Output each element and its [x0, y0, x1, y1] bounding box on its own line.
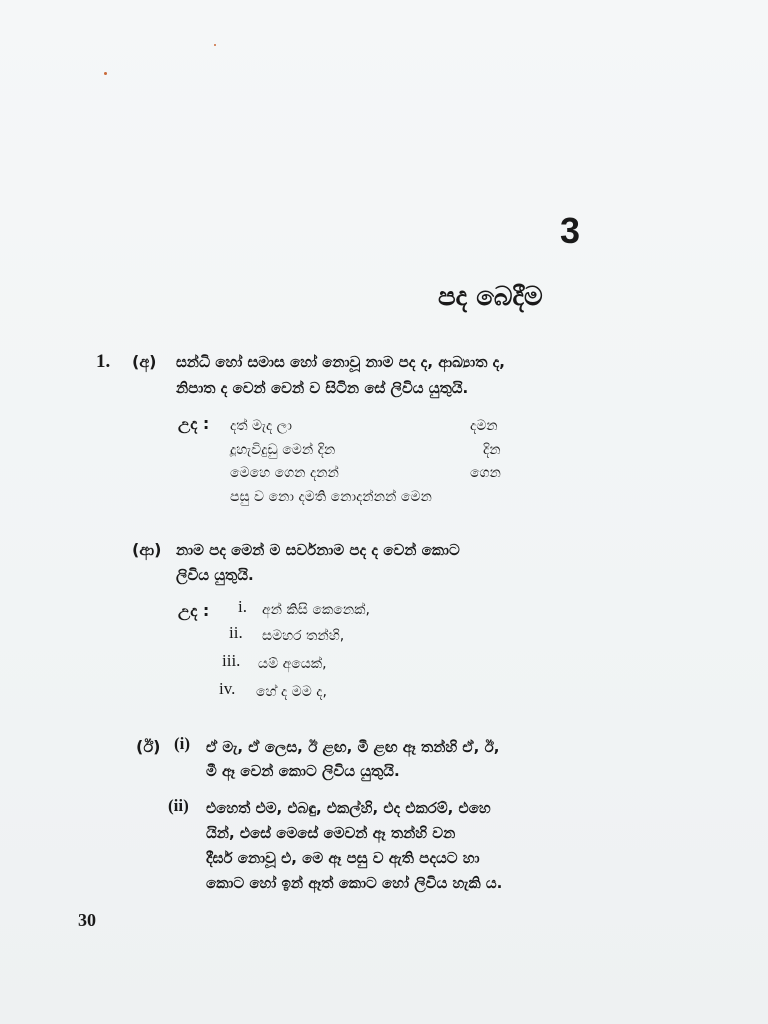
example-left: දත් මැද ලා — [230, 418, 292, 434]
subsection-1-line: ඒ මැ, ඒ ලෙස, ඊ ළඟ, මී ළඟ ඈ තන්හි ඒ, ඊ, — [206, 738, 500, 756]
paper-speck — [104, 72, 107, 75]
example-left: දූහැවිදුඩු මෙන් දින — [230, 442, 336, 458]
subsection-2-line: දීර්ඝ නොවූ එ, මෙ ඈ පසු ව ඇති පදයට හා — [206, 849, 480, 867]
item-number: 1. — [96, 351, 111, 372]
page-number: 30 — [78, 910, 96, 930]
example-roman-number: ii. — [229, 623, 243, 642]
example-left: මෙහෙ ගෙන දනන් — [230, 465, 339, 481]
example-right: දමන — [470, 418, 498, 434]
subsection-2-line: යින්, එසේ මෙසේ මෙවන් ඈ තන්හි වන — [206, 824, 456, 842]
example-label: උද : — [178, 601, 210, 620]
example-roman-number: i. — [238, 597, 247, 616]
section-marker-aa: (ආ) — [132, 540, 162, 559]
section-aa-line: නාම පද මෙන් ම සර්වනාම පද ද වෙන් කොට — [176, 541, 460, 559]
subsection-number: (ii) — [168, 796, 189, 815]
section-aa-line: ලිවිය යුතුයි. — [176, 566, 254, 584]
chapter-title: පද බෙදීම — [438, 282, 543, 312]
section-a-line: නිපාත ද වෙන් වෙන් ව සිටින සේ ලිවිය යුතුයි. — [176, 379, 469, 397]
example-text: යම් අයෙක්, — [258, 656, 327, 672]
subsection-number: (i) — [174, 734, 191, 753]
example-right: දින — [483, 442, 501, 458]
paper-speck — [214, 44, 216, 46]
section-marker-a: (අ) — [132, 352, 157, 371]
subsection-1-line: මී ඈ වෙන් කොට ලිවිය යුතුයි. — [206, 762, 400, 780]
section-a-line: සන්ධි හෝ සමාස හෝ නොවූ නාම පද ද, ආඛ්‍යාත ද, — [176, 353, 505, 371]
example-roman-number: iii. — [222, 651, 241, 670]
subsection-2-line: එහෙත් එම, එබඳු, එකල්හි, එද එකරම්, එහෙ — [206, 799, 491, 817]
example-text: අන් කිසි කෙනෙක්, — [262, 602, 370, 618]
subsection-2-line: කොට හෝ ඉන් ඈත් කොට හෝ ලිවිය හැකි ය. — [206, 874, 503, 892]
example-right: ගෙන — [470, 465, 501, 481]
example-roman-number: iv. — [219, 679, 236, 698]
example-text: සමහර තන්හි, — [262, 628, 345, 644]
example-label: උද : — [178, 414, 210, 433]
chapter-number: 3 — [560, 210, 581, 251]
section-marker-i: (ඊ) — [136, 737, 161, 756]
example-left: පසු ව නො දමති නොදන්නන් මෙන — [230, 489, 432, 505]
example-text: හේ ද මම ද, — [256, 684, 327, 700]
